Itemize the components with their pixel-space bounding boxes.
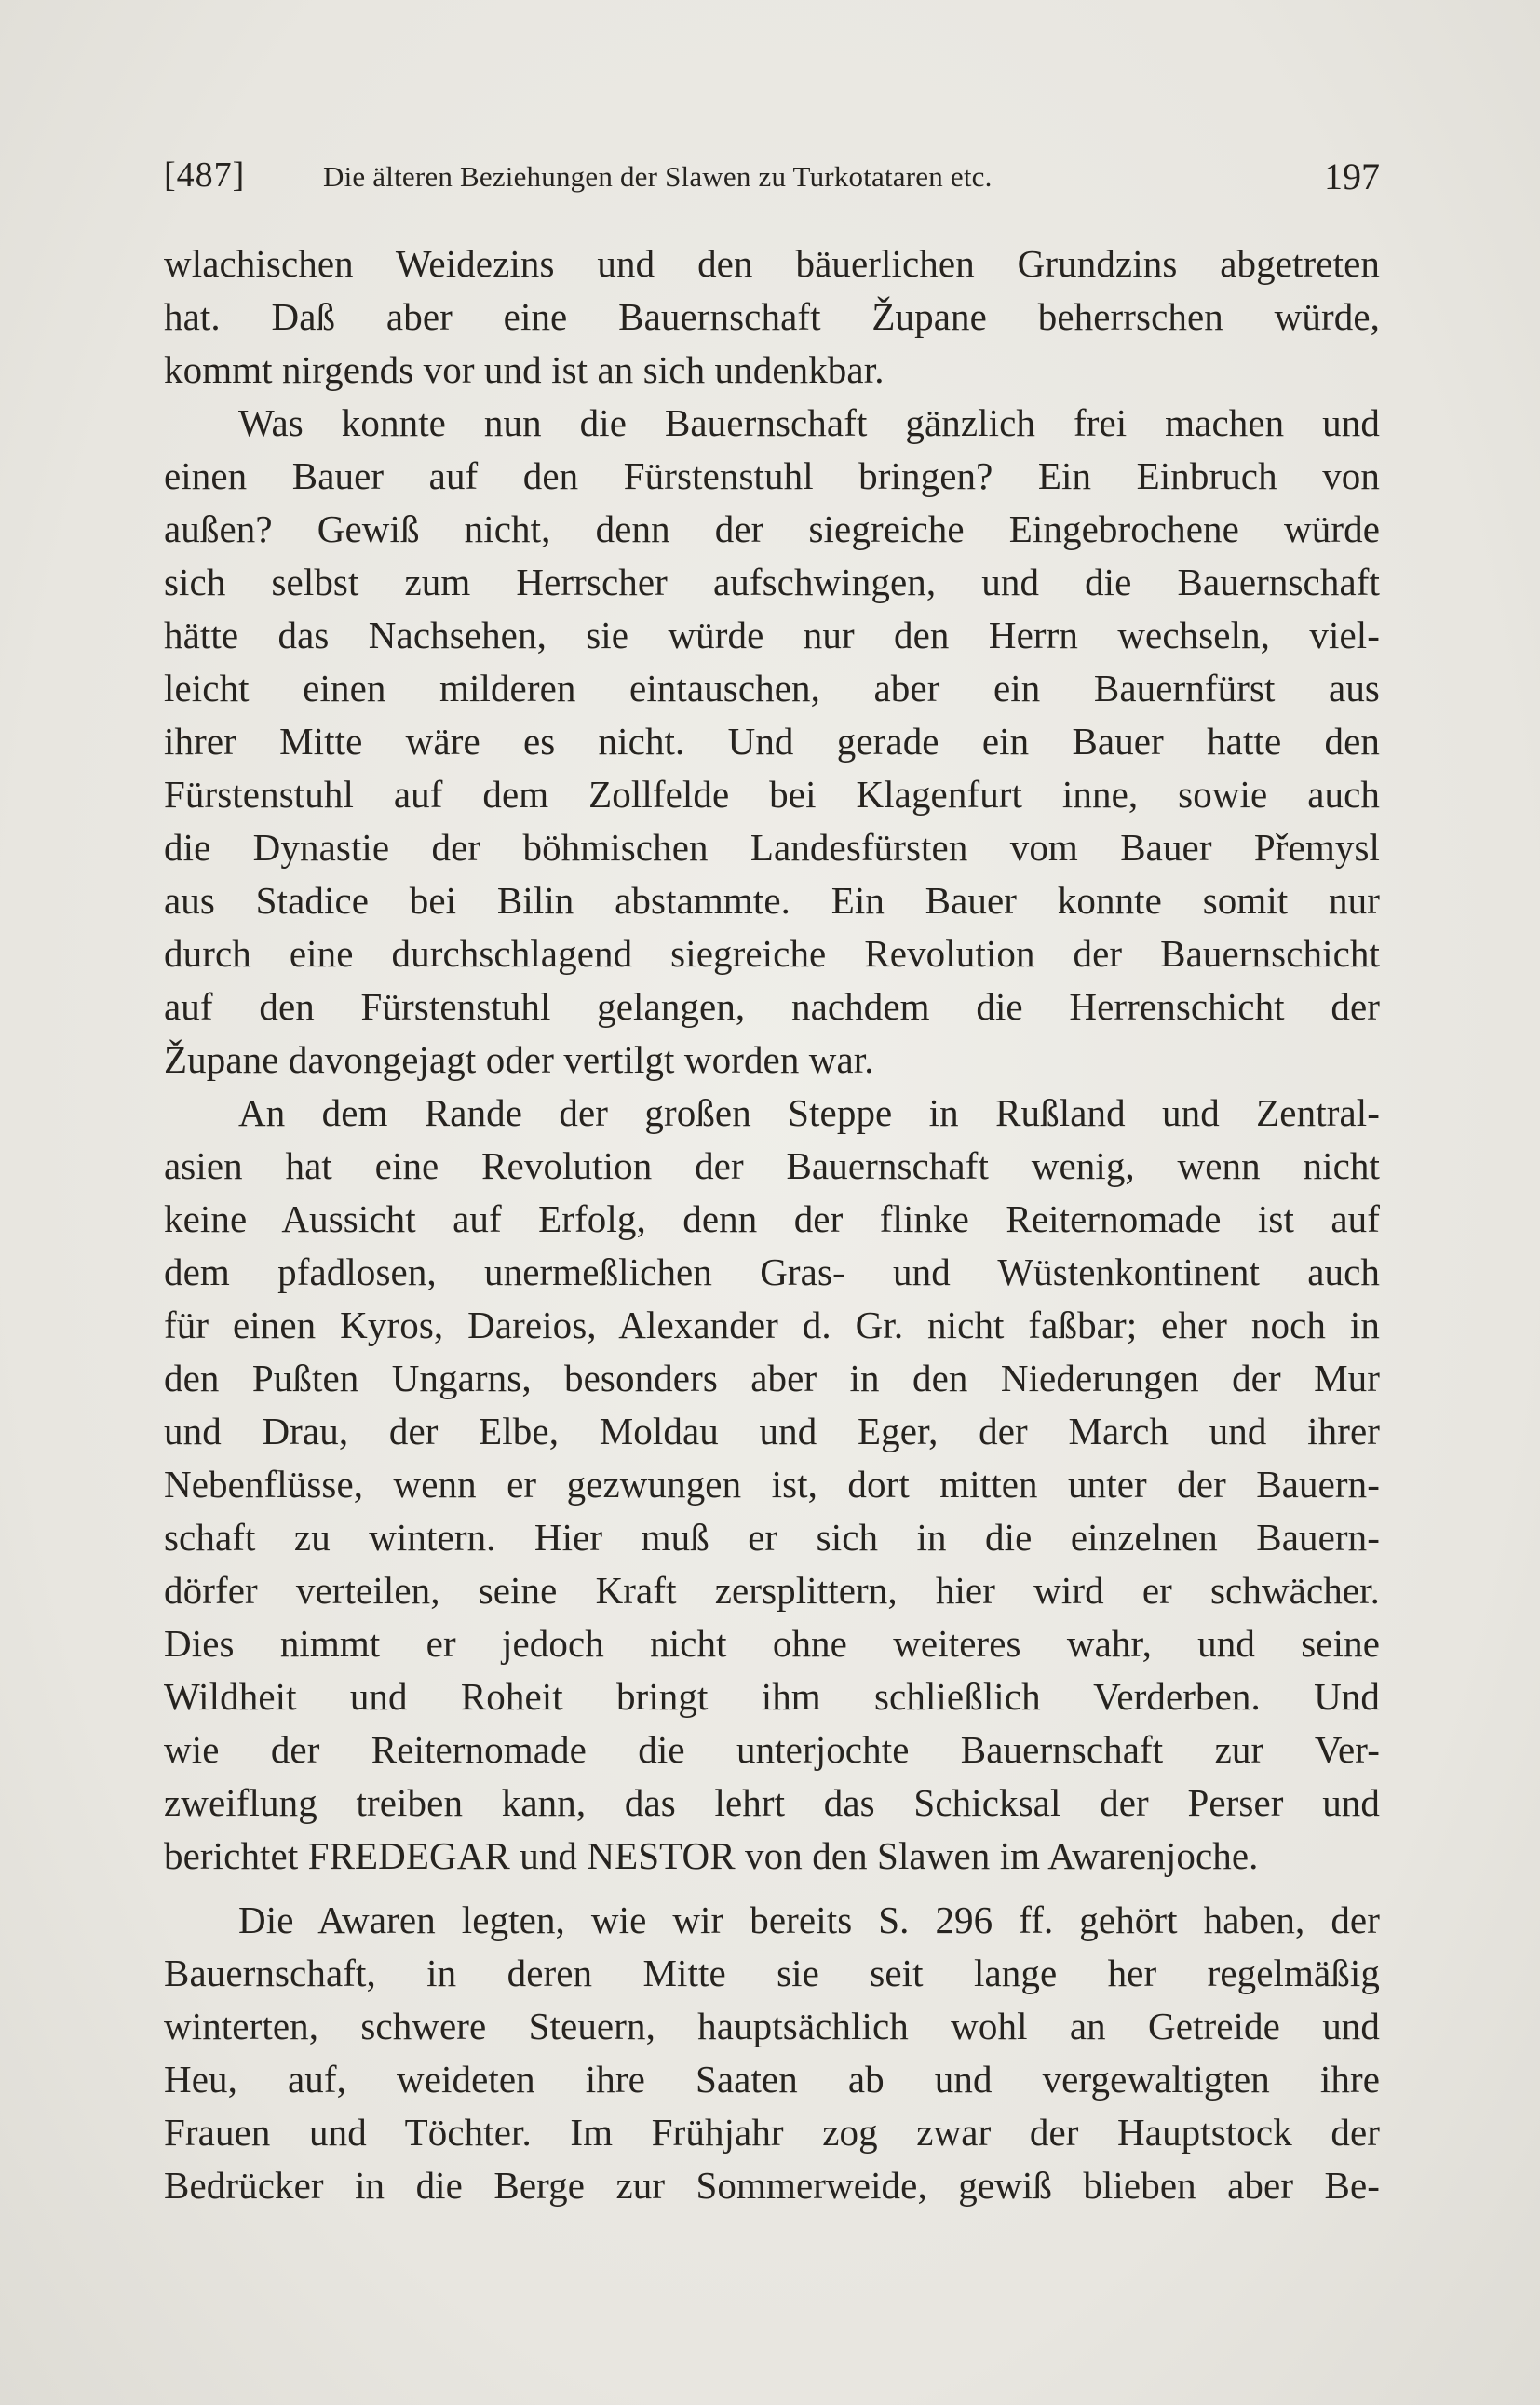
- text-line: Župane davongejagt oder vertilgt worden war.: [164, 1038, 874, 1081]
- text-line: leicht einen milderen eintauschen, aber ein Bauernfürst aus: [164, 667, 1380, 709]
- text-line: Nebenflüsse, wenn er gezwungen ist, dort mitten unter der Bauern-: [164, 1463, 1380, 1506]
- paragraph: [164, 1894, 1380, 2212]
- paragraph: [164, 397, 1380, 1087]
- text-line: dem pfadlosen, unermeßlichen Gras- und Wüstenkontinent auch: [164, 1250, 1380, 1293]
- text-line: einen Bauer auf den Fürstenstuhl bringen? Ein Einbruch von: [164, 454, 1380, 497]
- original-page-number: [487]: [164, 155, 246, 195]
- text-line: für einen Kyros, Dareios, Alexander d. Gr. nicht faßbar; eher noch in: [164, 1304, 1380, 1346]
- text-line: hätte das Nachsehen, sie würde nur den Herrn wechseln, viel-: [164, 614, 1380, 656]
- text-line: Heu, auf, weideten ihre Saaten ab und vergewaltigten ihre: [164, 2058, 1380, 2101]
- page-number: 197: [1324, 155, 1380, 197]
- text-line: und Drau, der Elbe, Moldau und Eger, der March und ihrer: [164, 1410, 1380, 1452]
- text-line: außen? Gewiß nicht, denn der siegreiche Eingebrochene würde: [164, 507, 1380, 550]
- text-line: aus Stadice bei Bilin abstammte. Ein Bauer konnte somit nur: [164, 879, 1380, 922]
- running-title: Die älteren Beziehungen der Slawen zu Turkotataren etc.: [323, 160, 993, 193]
- text-line: asien hat eine Revolution der Bauernschaft wenig, wenn nicht: [164, 1144, 1380, 1187]
- text-line: sich selbst zum Herrscher aufschwingen, und die Bauernschaft: [164, 561, 1380, 603]
- text-line: die Dynastie der böhmischen Landesfürsten vom Bauer Přemysl: [164, 826, 1380, 869]
- text-line: kommt nirgends vor und ist an sich undenkbar.: [164, 348, 885, 391]
- text-line: Dies nimmt er jedoch nicht ohne weiteres wahr, und seine: [164, 1622, 1380, 1665]
- text-line: den Pußten Ungarns, besonders aber in den Niederungen der Mur: [164, 1357, 1380, 1399]
- text-line: Die Awaren legten, wie wir bereits S. 296 ff. gehört haben, der: [238, 1898, 1380, 1941]
- text-line: auf den Fürstenstuhl gelangen, nachdem die Herrenschicht der: [164, 985, 1380, 1028]
- text-line: schaft zu wintern. Hier muß er sich in die einzelnen Bauern-: [164, 1516, 1380, 1559]
- text-line: durch eine durchschlagend siegreiche Revolution der Bauernschicht: [164, 932, 1380, 975]
- text-line: An dem Rande der großen Steppe in Rußland und Zentral-: [238, 1091, 1380, 1134]
- text-line: Fürstenstuhl auf dem Zollfelde bei Klagenfurt inne, sowie auch: [164, 773, 1380, 816]
- text-line: Bauernschaft, in deren Mitte sie seit lange her regelmäßig: [164, 1952, 1380, 1994]
- text-line: Was konnte nun die Bauernschaft gänzlich frei machen und: [238, 401, 1380, 444]
- text-line: Frauen und Töchter. Im Frühjahr zog zwar der Hauptstock der: [164, 2111, 1380, 2154]
- text-line: Bedrücker in die Berge zur Sommerweide, gewiß blieben aber Be-: [164, 2164, 1380, 2207]
- text-line: zweiflung treiben kann, das lehrt das Schicksal der Perser und: [164, 1781, 1380, 1824]
- text-line: hat. Daß aber eine Bauernschaft Župane beherrschen würde,: [164, 295, 1380, 338]
- text-line: wie der Reiternomade die unterjochte Bauernschaft zur Ver-: [164, 1728, 1380, 1771]
- text-line: wlachischen Weidezins und den bäuerlichen Grundzins abgetreten: [164, 242, 1380, 285]
- paragraph: [164, 237, 1380, 397]
- page-header: [164, 149, 1380, 205]
- text-line: keine Aussicht auf Erfolg, denn der flinke Reiternomade ist auf: [164, 1197, 1380, 1240]
- text-line: Wildheit und Roheit bringt ihm schließlich Verderben. Und: [164, 1675, 1380, 1718]
- text-line: winterten, schwere Steuern, hauptsächlich wohl an Getreide und: [164, 2005, 1380, 2047]
- paragraph: [164, 1087, 1380, 1883]
- text-line: dörfer verteilen, seine Kraft zersplittern, hier wird er schwächer.: [164, 1569, 1380, 1612]
- body-text: [164, 237, 1380, 2212]
- text-line: ihrer Mitte wäre es nicht. Und gerade ein Bauer hatte den: [164, 720, 1380, 763]
- text-line: berichtet FREDEGAR und NESTOR von den Slawen im Awarenjoche.: [164, 1834, 1259, 1877]
